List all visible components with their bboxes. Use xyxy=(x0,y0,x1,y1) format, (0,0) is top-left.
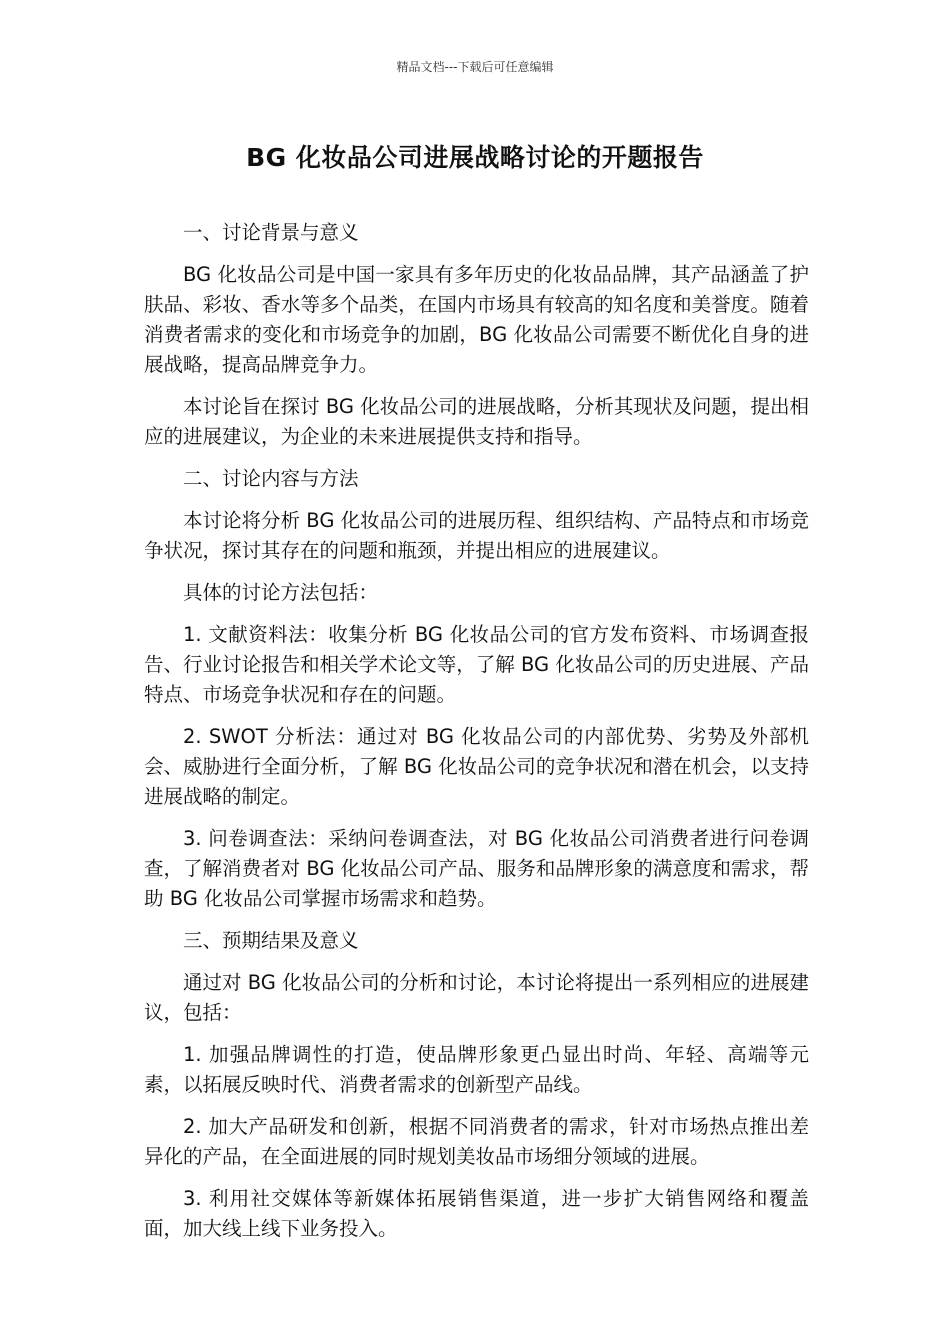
paragraph-results-intro: 通过对 BG 化妆品公司的分析和讨论，本讨论将提出一系列相应的进展建议，包括： xyxy=(144,971,809,1024)
list-item-suggestion-1: 1. 加强品牌调性的打造，使品牌形象更凸显出时尚、年轻、高端等元素，以拓展反映时代、消费者需求的创新型产品线。 xyxy=(144,1043,809,1096)
section-heading-background: 一、讨论背景与意义 xyxy=(183,221,359,244)
header-note: 精品文档---下载后可任意编辑 xyxy=(396,60,554,74)
document-title: BG 化妆品公司进展战略讨论的开题报告 xyxy=(246,143,704,172)
list-item-method-2: 2. SWOT 分析法：通过对 BG 化妆品公司的内部优势、劣势及外部机会、威胁进行全面分析，了解 BG 化妆品公司的竞争状况和潜在机会，以支持进展战略的制定。 xyxy=(144,725,809,808)
section-heading-content-method: 二、讨论内容与方法 xyxy=(183,467,359,490)
list-item-suggestion-2: 2. 加大产品研发和创新，根据不同消费者的需求，针对市场热点推出差异化的产品，在全面进展的同时规划美妆品市场细分领域的进展。 xyxy=(144,1115,809,1168)
paragraph-research-aim: 本讨论旨在探讨 BG 化妆品公司的进展战略，分析其现状及问题，提出相应的进展建议，为企业的未来进展提供支持和指导。 xyxy=(144,395,809,448)
paragraph-research-content: 本讨论将分析 BG 化妆品公司的进展历程、组织结构、产品特点和市场竞争状况，探讨其存在的问题和瓶颈，并提出相应的进展建议。 xyxy=(144,509,809,562)
section-heading-expected-results: 三、预期结果及意义 xyxy=(183,929,359,952)
document-body xyxy=(144,218,809,1256)
paragraph-methods-intro: 具体的讨论方法包括： xyxy=(183,581,379,604)
list-item-method-1: 1. 文献资料法：收集分析 BG 化妆品公司的官方发布资料、市场调查报告、行业讨论报告和相关学术论文等，了解 BG 化妆品公司的历史进展、产品特点、市场竞争状况和存在的问题。 xyxy=(144,623,809,706)
list-item-suggestion-3: 3. 利用社交媒体等新媒体拓展销售渠道，进一步扩大销售网络和覆盖面，加大线上线下业务投入。 xyxy=(144,1187,809,1240)
paragraph-company-intro: BG 化妆品公司是中国一家具有多年历史的化妆品品牌，其产品涵盖了护肤品、彩妆、香水等多个品类，在国内市场具有较高的知名度和美誉度。随着消费者需求的变化和市场竞争的加剧，BG 化妆品公司需要不断优化自身的进展战略，提高品牌竞争力。 xyxy=(144,263,809,376)
list-item-method-3: 3. 问卷调查法：采纳问卷调查法，对 BG 化妆品公司消费者进行问卷调查，了解消费者对 BG 化妆品公司产品、服务和品牌形象的满意度和需求，帮助 BG 化妆品公司掌握市场需求和趋势。 xyxy=(144,827,809,910)
